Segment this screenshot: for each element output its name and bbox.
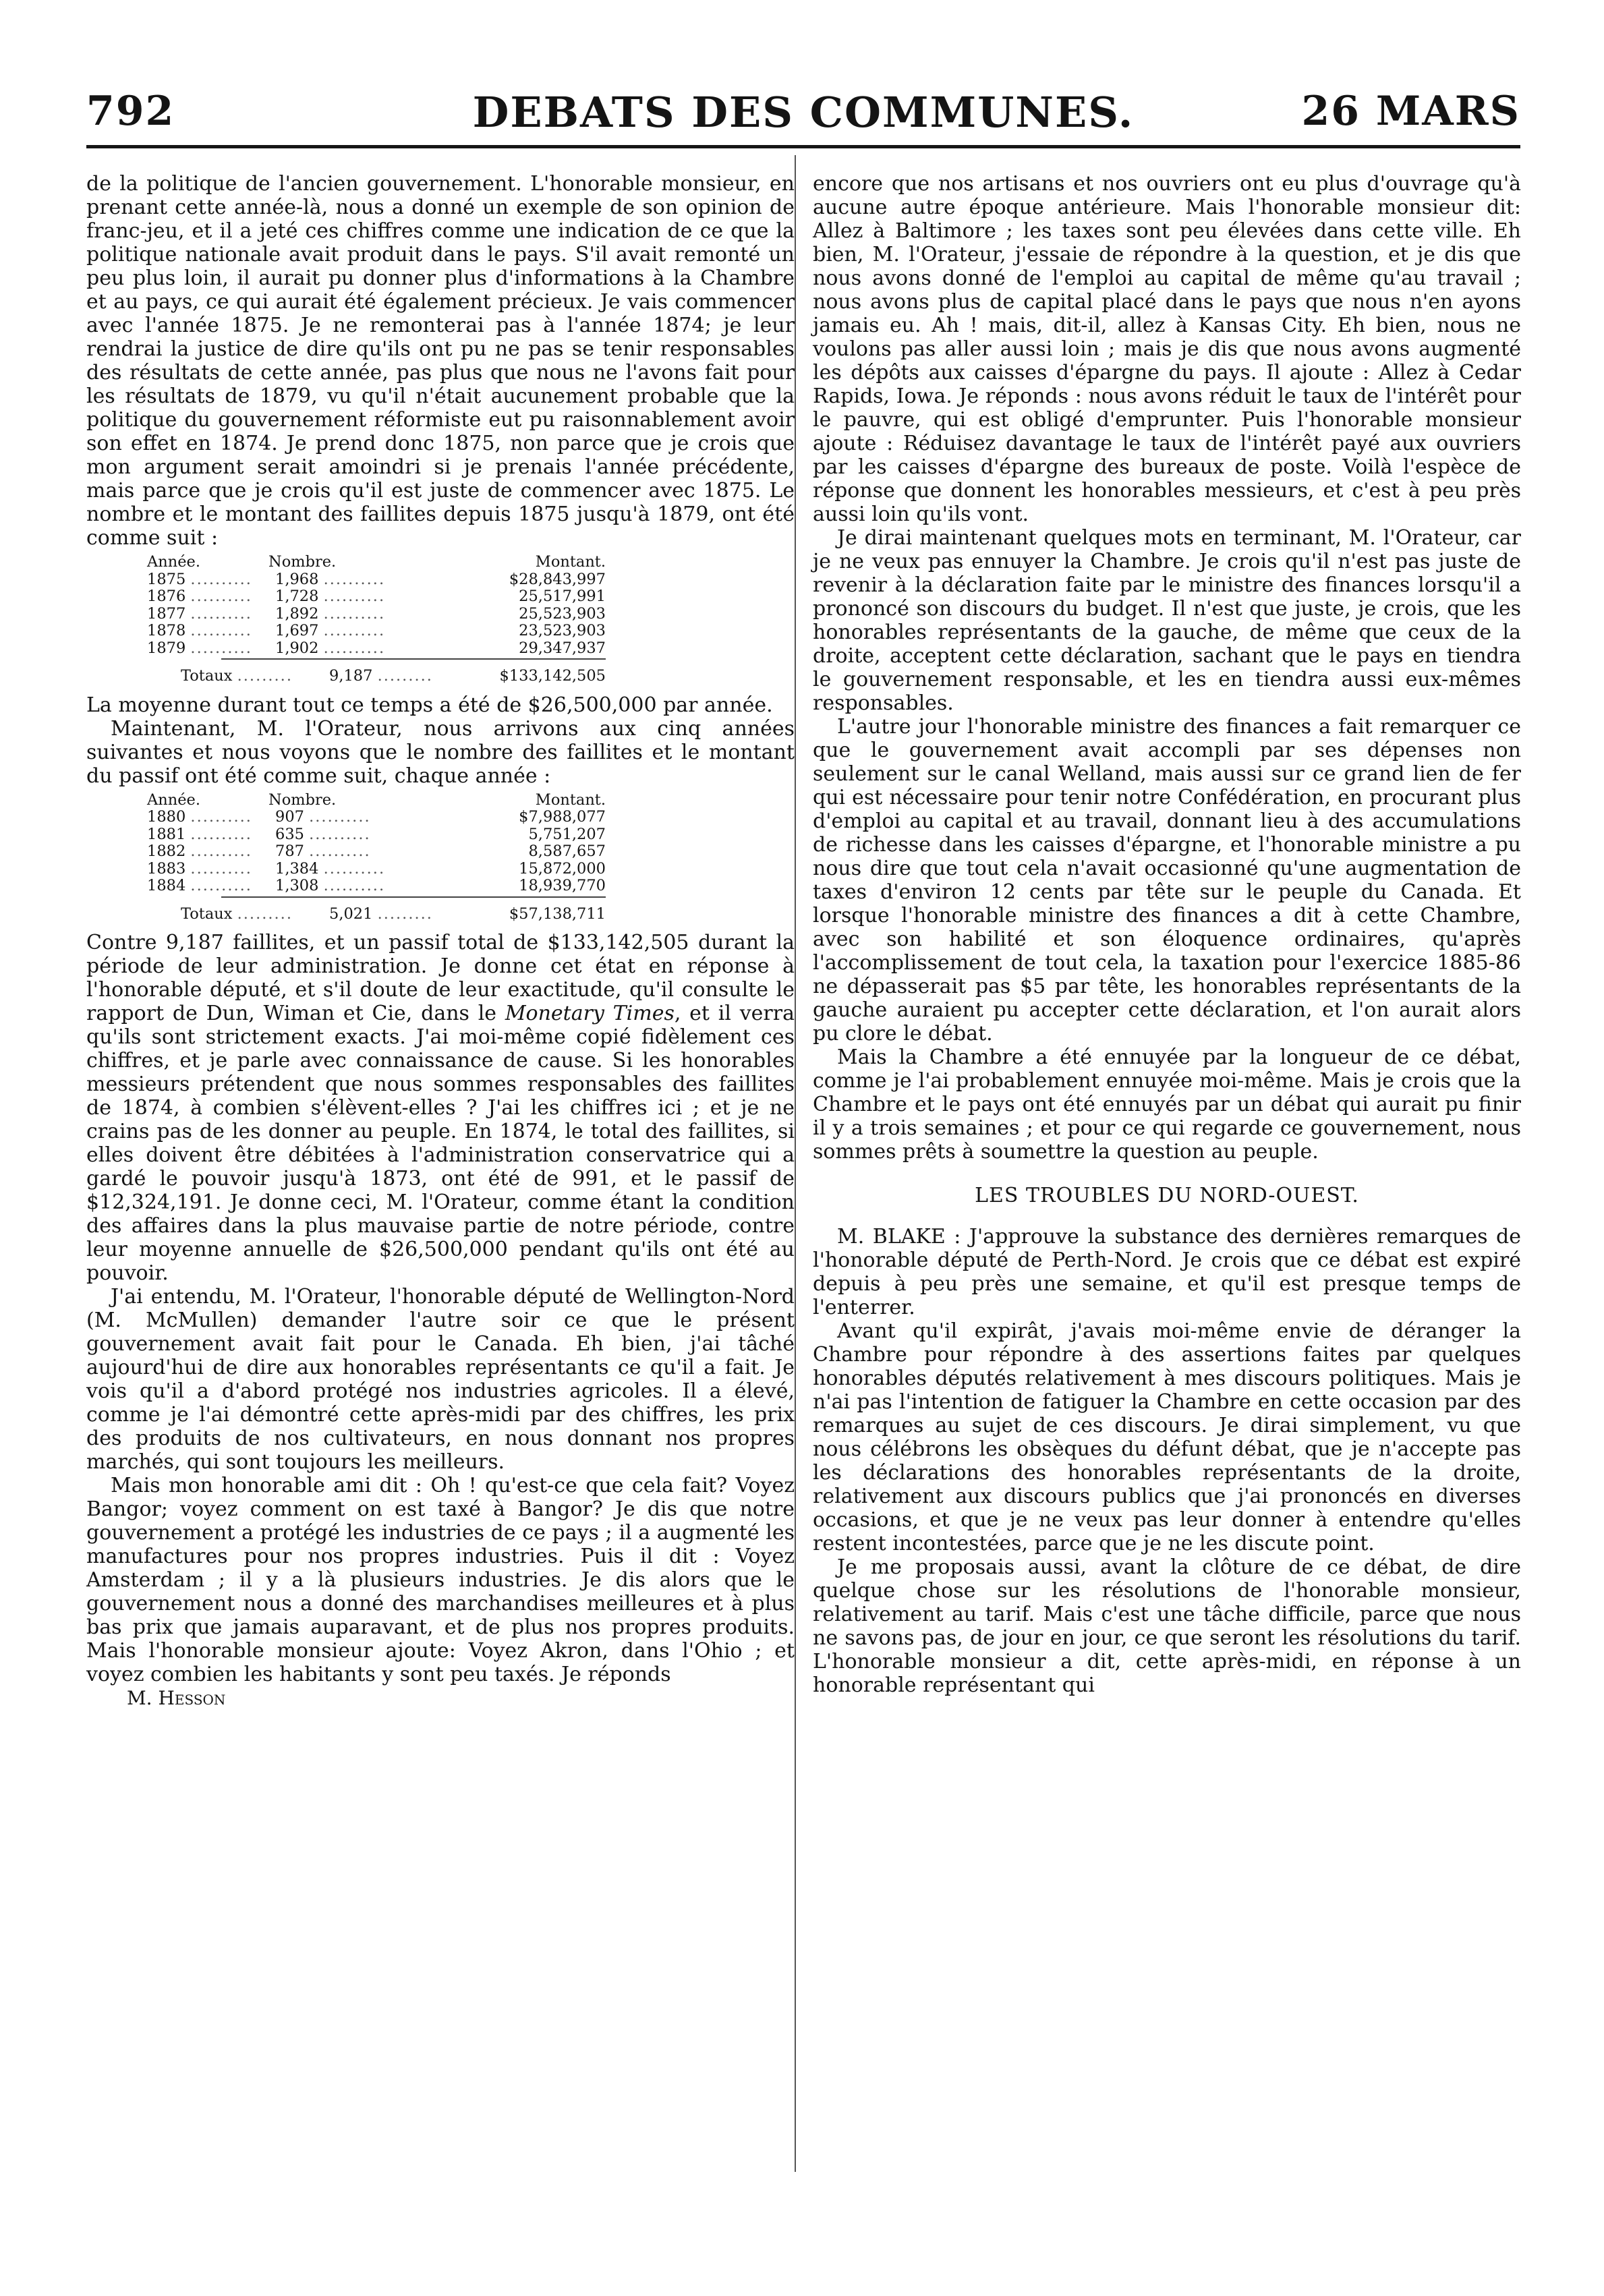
left-paragraph-1: de la politique de l'ancien gouvernement. L'honorable monsieur, en prenant cette année-là, nous a donné un exemple de son opinion de franc-jeu, et il a jeté ces chiffres comme une indication de ce que la politique nationale avait produit dans le pays. S'il avait remonté un peu plus loin, il aurait pu donner plus d'informations à la Chambre et au pays, ce qui aurait été également précieux. Je vais commencer avec l'année 1875. Je ne remonterai pas à l'année 1874; je leur rendrai la justice de dire qu'ils ont pu ne pas se tenir responsables des résultats de cette année, pas plus que nous ne l'avons fait pour les résultats de 1879, vu qu'il n'était aucunement probable que la politique du gouvernement réformiste eut pu raisonnablement avoir son effet en 1874. Je prend donc 1875, non parce que je crois que mon argument serait amoindri si je prenais l'année précédente, mais parce que je crois qu'il est juste de commencer avec 1875. Le nombre et le montant des faillites depuis 1875 jusqu'à 1879, ont été comme suit : xyxy=(86,172,795,550)
table-header xyxy=(86,792,795,809)
right-paragraph-1: encore que nos artisans et nos ouvriers ont eu plus d'ouvrage qu'à aucune autre époque antérieure. Mais l'honorable monsieur dit: Allez à Baltimore ; les taxes sont peu élevées dans cette ville. Eh bien, M. l'Orateur, j'essaie de répondre à la question, et je dis que nous avons donné de l'emploi au capital de même qu'au travail ; nous avons plus de capital placé dans le pays que nous n'en ayons jamais eu. Ah ! mais, dit-il, allez à Kansas City. Eh bien, nous ne voulons pas aller aussi loin ; mais je dis que nous avons augmenté les dépôts aux caisses d'épargne du pays. Il ajoute : Allez à Cedar Rapids, Iowa. Je réponds : nous avons réduit le taux de l'intérêt pour le pauvre, qui est obligé d'emprunter. Puis l'honorable monsieur ajoute : Réduisez davantage le taux de l'intérêt payé aux ouvriers par les caisses d'épargne des bureaux de poste. Voilà l'espèce de réponse que donnent les honorables messieurs, et c'est à peu près aussi loin qu'ils vont. xyxy=(813,172,1521,526)
table-row xyxy=(86,623,795,640)
row-year: 1879 xyxy=(147,639,186,657)
col-header-amount: Montant. xyxy=(535,791,606,809)
dot-leader: .......... xyxy=(323,878,386,894)
page-number: 792 xyxy=(86,88,175,135)
dot-leader: .......... xyxy=(323,588,386,605)
row-count: 635 xyxy=(275,826,304,843)
dot-leader: .......... xyxy=(190,860,252,878)
right-column xyxy=(813,172,1521,1697)
right-paragraph-5: M. BLAKE : J'approuve la substance des dernières remarques de l'honorable député de Perth-Nord. Je crois que ce débat est expiré depuis à peu près une semaine, et qu'il est presque temps de l'enterrer. xyxy=(813,1225,1521,1319)
row-count: 787 xyxy=(275,843,304,860)
dot-leader: .......... xyxy=(190,588,252,605)
header-rule xyxy=(86,145,1520,148)
table-total-row xyxy=(86,668,795,685)
dot-leader: .......... xyxy=(323,605,386,623)
table-header xyxy=(86,554,795,571)
row-count: 1,308 xyxy=(275,878,319,894)
column-divider xyxy=(795,155,796,2172)
page-header xyxy=(86,81,1520,142)
dot-leader: .......... xyxy=(323,860,386,878)
dot-leader: .......... xyxy=(309,826,371,843)
total-count: 5,021 xyxy=(329,905,373,923)
left-paragraph-6: Mais mon honorable ami dit : Oh ! qu'est-ce que cela fait? Voyez Bangor; voyez comment on est taxé à Bangor? Je dis que notre gouvernement a protégé les industries de ce pays ; il a augmenté les manufactures pour nos propres industries. Puis il dit : Voyez Amsterdam ; il y a là plusieurs industries. Je dis alors que le gouvernement nous a donné des marchandises meilleures et à plus bas prix que jamais auparavant, et de plus nos propres produits. Mais l'honorable monsieur ajoute: Voyez Akron, dans l'Ohio ; et voyez combien les habitants y sont peu taxés. Je réponds xyxy=(86,1474,795,1686)
dot-leader: ......... xyxy=(377,905,433,923)
row-amount: $28,843,997 xyxy=(509,571,606,588)
total-amount: $57,138,711 xyxy=(509,905,606,923)
row-count: 907 xyxy=(275,809,304,826)
left-paragraph-2: La moyenne durant tout ce temps a été de $26,500,000 par année. xyxy=(86,693,773,717)
table-row xyxy=(86,606,795,623)
table-row xyxy=(86,843,795,861)
col-header-amount: Montant. xyxy=(535,554,606,571)
left-column xyxy=(86,172,795,1710)
table-total-rule xyxy=(221,658,606,660)
row-count: 1,728 xyxy=(275,588,319,605)
dot-leader: .......... xyxy=(323,623,386,639)
row-year: 1881 xyxy=(147,826,186,843)
col-header-count: Nombre. xyxy=(268,554,337,571)
row-year: 1878 xyxy=(147,623,186,639)
table-row xyxy=(86,826,795,844)
right-paragraph-6: Avant qu'il expirât, j'avais moi-même envie de déranger la Chambre pour répondre à des assertions faites par quelques honorables députés relativement à mes discours politiques. Mais je n'ai pas l'intention de fatiguer la Chambre en cette occasion par des remarques au sujet de ces discours. Je dirai simplement, vu que nous célébrons les obsèques du défunt débat, que je n'accepte pas les déclarations des honorables représentants de la droite, relativement aux discours publics que j'ai prononcés en diverses occasions, et que je ne veux pas leur donner à entendre qu'elles restent incontestées, parce que je ne les discute point. xyxy=(813,1319,1521,1555)
row-count: 1,384 xyxy=(275,860,319,878)
table-row xyxy=(86,809,795,826)
table-row xyxy=(86,878,795,895)
table-row xyxy=(86,861,795,878)
table-row xyxy=(86,640,795,658)
row-count: 1,902 xyxy=(275,639,319,657)
right-paragraph-4: Mais la Chambre a été ennuyée par la longueur de ce débat, comme je l'ai probablement ennuyée moi-même. Mais je crois que la Chambre et le pays ont été ennuyés par un débat qui aurait pu finir il y a trois semaines ; et pour ce qui regarde ce gouvernement, nous sommes prêts à soumettre la question au peuple. xyxy=(813,1045,1521,1164)
row-count: 1,968 xyxy=(275,571,319,588)
right-paragraph-7: Je me proposais aussi, avant la clôture de ce débat, de dire quelque chose sur les résolutions de l'honorable monsieur, relativement au tarif. Mais c'est une tâche difficile, parce que nous ne savons pas, de jour en jour, ce que seront les résolutions du tarif. L'honorable monsieur a dit, cette après-midi, en réponse à un honorable représentant qui xyxy=(813,1555,1521,1697)
left-paragraph-3: Maintenant, M. l'Orateur, nous arrivons aux cinq années suivantes et nous voyons que le nombre des faillites et le montant du passif ont été comme suit, chaque année : xyxy=(86,716,795,788)
table-row xyxy=(86,571,795,589)
row-amount: 23,523,903 xyxy=(519,623,606,639)
section-title: LES TROUBLES DU NORD-OUEST. xyxy=(975,1184,1359,1207)
left-paragraph-4 xyxy=(86,931,795,1285)
table-row xyxy=(86,588,795,606)
row-amount: 25,523,903 xyxy=(519,605,606,623)
dot-leader: .......... xyxy=(309,843,371,860)
row-amount: 15,872,000 xyxy=(519,860,606,878)
dot-leader: .......... xyxy=(323,639,386,657)
row-amount: 29,347,937 xyxy=(519,639,606,657)
dot-leader: .......... xyxy=(190,571,252,588)
right-paragraph-2: Je dirai maintenant quelques mots en terminant, M. l'Orateur, car je ne veux pas ennuyer la Chambre. Je crois qu'il n'est pas juste de revenir à la déclaration faite par le ministre des finances lorsqu'il a prononcé son discours du budget. Il n'est que juste, je crois, que les honorables représentants de la gauche, de même que ceux de la droite, acceptent cette déclaration, sachant que le pays en tiendra le gouvernement responsable, et les en tiendra aussi eux-mêmes responsables. xyxy=(813,526,1521,715)
failures-table-1880-1884 xyxy=(86,792,795,923)
row-count: 1,697 xyxy=(275,623,319,639)
dot-leader: .......... xyxy=(190,826,252,843)
row-amount: 18,939,770 xyxy=(519,878,606,894)
row-year: 1877 xyxy=(147,605,186,623)
dot-leader: .......... xyxy=(323,571,386,588)
p4-text-a: Contre 9,187 faillites, et un passif total de $133,142,505 durant la période de leur administration. Je donne cet état en réponse à l'honorable député, et s'il doute de leur exactitude, qu'il consulte le rapport de Dun, Wiman et Cie, dans le xyxy=(86,931,795,1025)
page-date: 26 MARS xyxy=(1301,88,1520,135)
col-header-year: Année. xyxy=(147,791,201,809)
speaker-signature: M. Hesson xyxy=(127,1687,226,1709)
row-amount: 8,587,657 xyxy=(528,843,606,860)
right-paragraph-3: L'autre jour l'honorable ministre des finances a fait remarquer ce que le gouvernement avait accompli par ses dépenses non seulement sur le canal Welland, mais aussi sur ce grand lien de fer qui est nécessaire pour tenir notre Confédération, en procurant plus d'emploi au capital et au travail, donnant lieu à des accumulations de richesse dans les caisses d'épargne, et l'honorable ministre a pu nous dire que tout cela n'avait occasionné qu'une augmentation de taxes d'environ 12 cents par tête sur le peuple du Canada. Et lorsque l'honorable ministre des finances a dit à cette Chambre, avec son habilité et son éloquence ordinaires, qu'après l'accomplissement de tout cela, la taxation pour l'exercice 1885-86 ne dépasserait pas $5 par tête, les honorables représentants de la gauche auraient pu accepter cette déclaration, et l'on aurait alors pu clore le débat. xyxy=(813,715,1521,1045)
dot-leader: .......... xyxy=(190,809,252,826)
failures-table-1875-1879 xyxy=(86,554,795,685)
row-year: 1876 xyxy=(147,588,186,605)
total-label: Totaux xyxy=(181,905,233,923)
left-paragraph-5: J'ai entendu, M. l'Orateur, l'honorable député de Wellington-Nord (M. McMullen) demander l'autre soir ce que le présent gouvernement avait fait pour le Canada. Eh bien, j'ai tâché aujourd'hui de dire aux honorables représentants ce qu'il a fait. Je vois qu'il a d'abord protégé nos industries agricoles. Il a élevé, comme je l'ai démontré cette après-midi par des chiffres, les prix des produits de nos cultivateurs, en nous donnant nos propres marchés, qui sont toujours les meilleurs. xyxy=(86,1285,795,1474)
dot-leader: .......... xyxy=(190,605,252,623)
dot-leader: .......... xyxy=(190,878,252,894)
p4-text-b: , et il verra qu'ils sont strictement exacts. J'ai moi-même copié fidèlement ces chiffres, et je parle avec connaissance de cause. Si les honorables messieurs prétendent que nous sommes responsables des faillites de 1874, à combien s'élèvent-elles ? J'ai les chiffres ici ; et je ne crains pas de les donner au peuple. En 1874, le total des faillites, si elles doivent être débitées à l'administration conservatrice qui a gardé le pouvoir jusqu'à 1873, ont été de 991, et le passif de $12,324,191. Je donne ceci, M. l'Orateur, comme étant la condition des affaires dans la plus mauvaise partie de notre période, contre leur moyenne annuelle de $26,500,000 pendant qu'ils ont été au pouvoir. xyxy=(86,1002,795,1285)
dot-leader: ......... xyxy=(237,905,293,923)
row-amount: $7,988,077 xyxy=(519,809,606,826)
total-count: 9,187 xyxy=(329,668,373,685)
col-header-count: Nombre. xyxy=(268,791,337,809)
row-year: 1882 xyxy=(147,843,186,860)
dot-leader: .......... xyxy=(309,809,371,826)
table-total-rule xyxy=(221,896,606,898)
row-amount: 5,751,207 xyxy=(528,826,606,843)
row-amount: 25,517,991 xyxy=(519,588,606,605)
row-year: 1875 xyxy=(147,571,186,588)
row-year: 1884 xyxy=(147,878,186,894)
col-header-year: Année. xyxy=(147,554,201,571)
row-year: 1880 xyxy=(147,809,186,826)
publication-title: Monetary Times xyxy=(505,1002,675,1025)
dot-leader: .......... xyxy=(190,843,252,860)
dot-leader: ......... xyxy=(237,668,293,685)
page-title: DEBATS DES COMMUNES. xyxy=(472,88,1135,137)
table-total-row xyxy=(86,906,795,923)
row-year: 1883 xyxy=(147,860,186,878)
row-count: 1,892 xyxy=(275,605,319,623)
dot-leader: ......... xyxy=(377,668,433,685)
total-amount: $133,142,505 xyxy=(499,668,606,685)
total-label: Totaux xyxy=(181,668,233,685)
dot-leader: .......... xyxy=(190,623,252,639)
dot-leader: .......... xyxy=(190,639,252,657)
